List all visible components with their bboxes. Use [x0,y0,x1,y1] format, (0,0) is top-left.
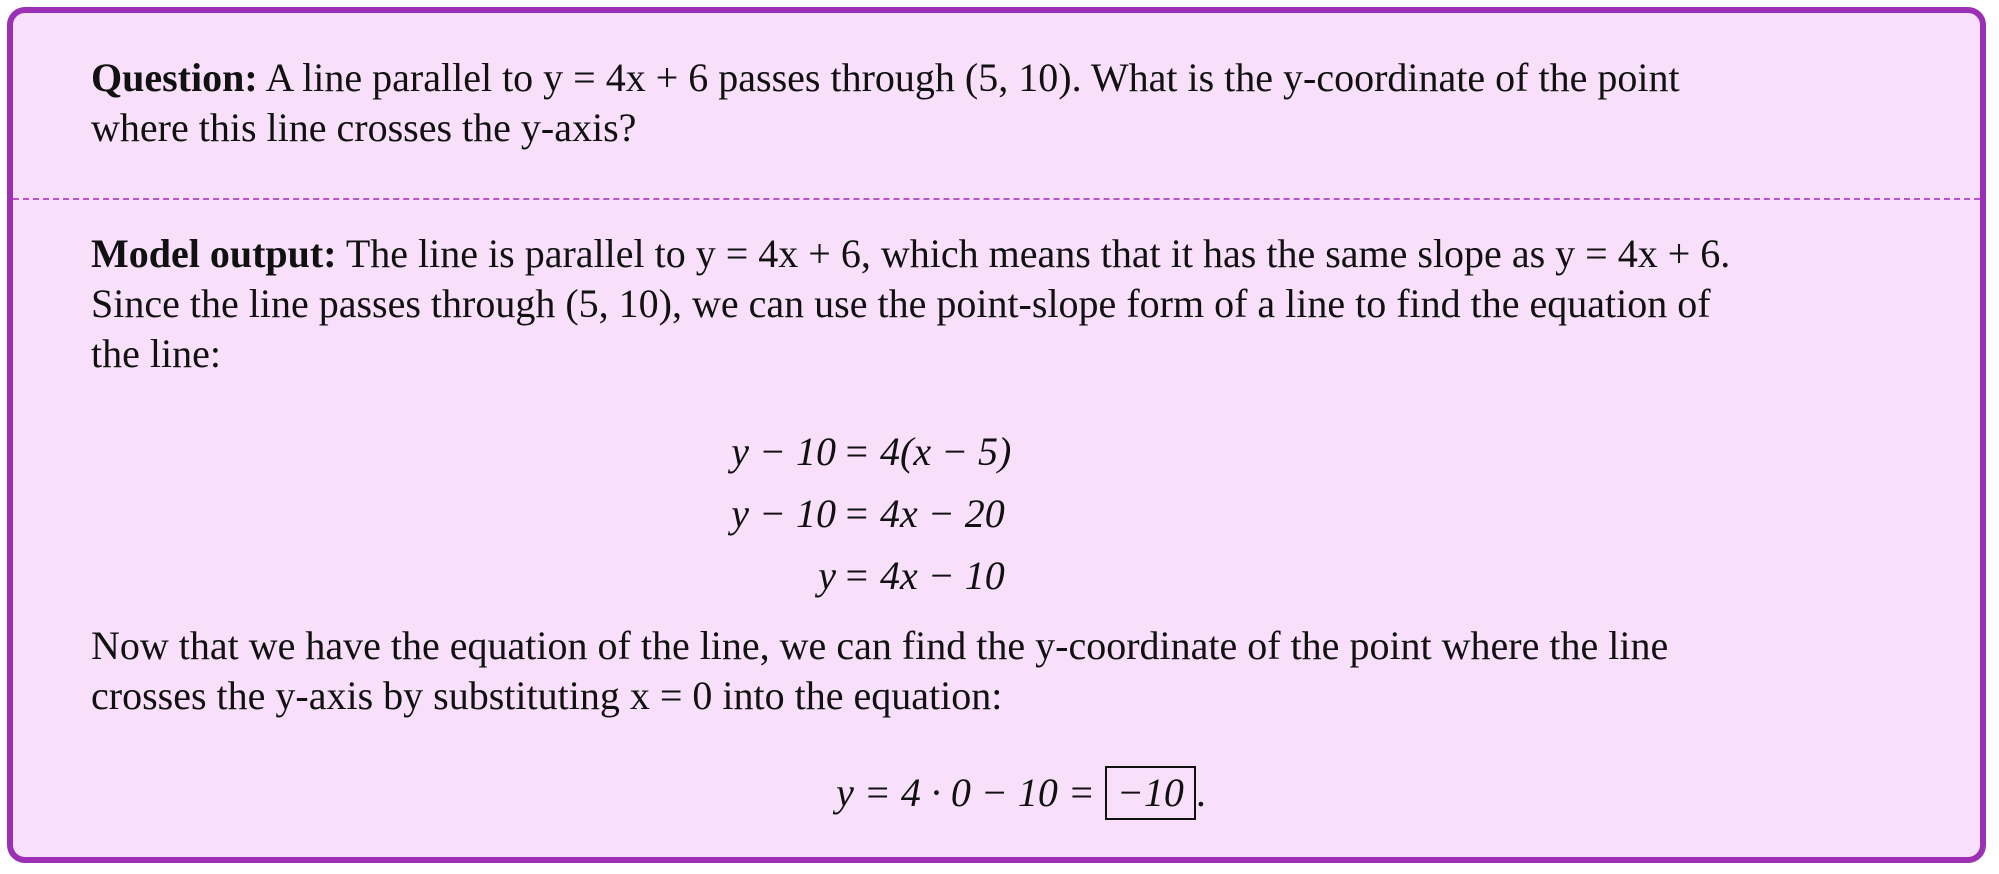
equation-2-rhs: = 4x − 20 [843,491,1005,536]
question-section [91,53,1951,153]
equation-row-3 [91,546,1951,606]
equation-2-lhs: y − 10 [731,491,836,536]
model-output-label: Model output: [91,231,337,276]
equation-1-lhs: y − 10 [731,429,836,474]
qa-card [7,7,1986,863]
equation-3-lhs: y [818,553,836,598]
equation-1-rhs: = 4(x − 5) [843,429,1012,474]
model-output-line-3: the line: [91,331,221,376]
question-line-1 [91,53,1951,103]
dashed-divider [13,198,1980,200]
paragraph-2 [91,621,1951,721]
final-equation-text: y = 4 · 0 − 10 = [836,770,1095,815]
equation-3-rhs: = 4x − 10 [843,553,1005,598]
final-period: . [1195,770,1206,815]
model-output-section [91,229,1951,815]
model-output-line-1 [91,229,1951,279]
paragraph-2-line-2: crosses the y-axis by substituting x = 0 into the equation: [91,673,1003,718]
final-equation [91,763,1951,823]
equation-block [91,422,1951,612]
equation-row-2 [91,484,1951,544]
question-line-2: where this line crosses the y-axis? [91,105,637,150]
equation-row-1 [91,422,1951,482]
model-output-text-1: The line is parallel to y = 4x + 6, which means that it has the same slope as y = 4x + 6. [336,231,1731,276]
model-output-line-2: Since the line passes through (5, 10), we can use the point-slope form of a line to find the equation of [91,281,1711,326]
paragraph-2-line-1: Now that we have the equation of the line, we can find the y-coordinate of the point where the line [91,623,1669,668]
question-text-1: A line parallel to y = 4x + 6 passes through (5, 10). What is the y-coordinate of the point [257,55,1680,100]
question-label: Question: [91,55,258,100]
final-answer-box: −10 [1105,766,1196,820]
